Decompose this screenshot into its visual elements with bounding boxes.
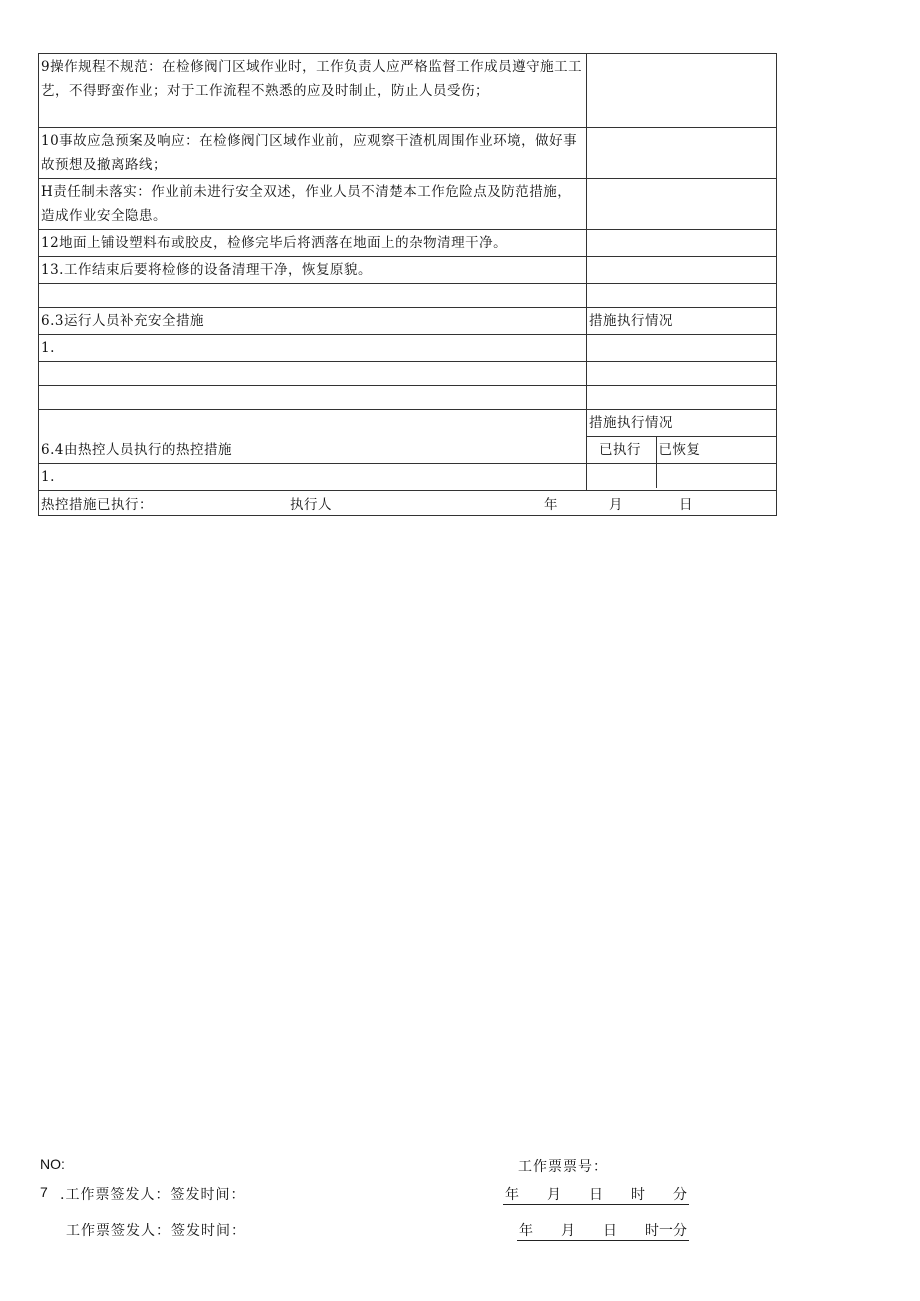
measure-cell-9 <box>39 54 587 128</box>
section-64-status-inner <box>587 410 777 463</box>
issuer-line-2: 工作票签发人：签发时间： <box>66 1223 246 1239</box>
section-63-item-1: 1. <box>41 340 55 356</box>
executed-checkbox-cell[interactable] <box>587 464 656 488</box>
section-64-item-1-cell[interactable] <box>39 464 587 491</box>
signoff-year-label: 年 <box>544 497 558 513</box>
ticket-no-label: NO: <box>40 1156 65 1172</box>
restored-header: 已恢复 <box>658 442 701 458</box>
section-63-title-cell <box>39 308 587 335</box>
section-7-number: 7 <box>40 1184 48 1200</box>
measure-cell-10 <box>39 128 587 179</box>
measure-status-10[interactable] <box>587 128 777 179</box>
measure-item-12: 12地面上铺设塑料布或胶皮，检修完毕后将洒落在地面上的杂物清理干净。 <box>41 235 508 251</box>
measure-item-13: 13.工作结束后要将检修的设备清理干净，恢复原貌。 <box>41 262 372 278</box>
signoff-line <box>39 491 776 515</box>
section-64-title: 6.4由热控人员执行的热控措施 <box>41 442 232 458</box>
section-63-status-header: 措施执行情况 <box>589 313 673 329</box>
section-63-blank-status-1[interactable] <box>587 362 777 386</box>
safety-measures-table <box>38 53 777 516</box>
section-64-status-header: 措施执行情况 <box>587 410 777 437</box>
signoff-day-label: 日 <box>679 497 693 513</box>
measure-item-9: 9操作规程不规范：在检修阀门区域作业时，工作负责人应严格监督工作成员遵守施工工艺，不得野蛮作业；对于工作流程不熟悉的应及时制止，防止人员受伤； <box>41 59 583 99</box>
measure-status-11[interactable] <box>587 179 777 230</box>
restored-checkbox-cell[interactable] <box>656 464 777 488</box>
section-63-title: 6.3运行人员补充安全措施 <box>41 313 204 329</box>
measure-cell-11 <box>39 179 587 230</box>
section-64-item-1: 1. <box>41 469 55 485</box>
issue-time-1[interactable]: 年 月 日 时 分 <box>503 1184 689 1205</box>
section-63-item-1-cell[interactable] <box>39 335 587 362</box>
measure-status-9[interactable] <box>587 54 777 128</box>
signoff-row <box>39 491 777 516</box>
measure-status-13[interactable] <box>587 257 777 284</box>
signoff-executor-label: 执行人 <box>290 497 332 513</box>
section-64-item-1-status <box>587 464 777 491</box>
section-63-blank-status-2[interactable] <box>587 386 777 410</box>
executed-header: 已执行 <box>587 437 656 464</box>
issuer-line-1: .工作票签发人：签发时间： <box>60 1187 246 1203</box>
measure-item-10: 10事故应急预案及响应：在检修阀门区域作业前，应观察干渣机周围作业环境，做好事故预想及撤离路线； <box>41 133 578 173</box>
section-63-item-1-status[interactable] <box>587 335 777 362</box>
signoff-month-label: 月 <box>609 497 623 513</box>
section-64-status-cell <box>587 410 777 464</box>
section-63-status-header-cell <box>587 308 777 335</box>
blank-cell[interactable] <box>39 284 587 308</box>
measure-item-11: H责任制未落实：作业前未进行安全双述，作业人员不清楚本工作危险点及防范措施，造成作业安全隐患。 <box>41 184 572 224</box>
measure-cell-12 <box>39 230 587 257</box>
section-64-title-cell <box>39 410 587 464</box>
section-63-blank-row-2[interactable] <box>39 386 587 410</box>
section-63-blank-row-1[interactable] <box>39 362 587 386</box>
measure-cell-13 <box>39 257 587 284</box>
issue-time-2[interactable]: 年 月 日 时一分 <box>517 1220 689 1241</box>
section-64-item-1-status-inner <box>587 464 777 488</box>
blank-status-cell[interactable] <box>587 284 777 308</box>
measure-status-12[interactable] <box>587 230 777 257</box>
signoff-label: 热控措施已执行： <box>41 497 153 513</box>
ticket-number-label: 工作票票号： <box>518 1159 608 1175</box>
